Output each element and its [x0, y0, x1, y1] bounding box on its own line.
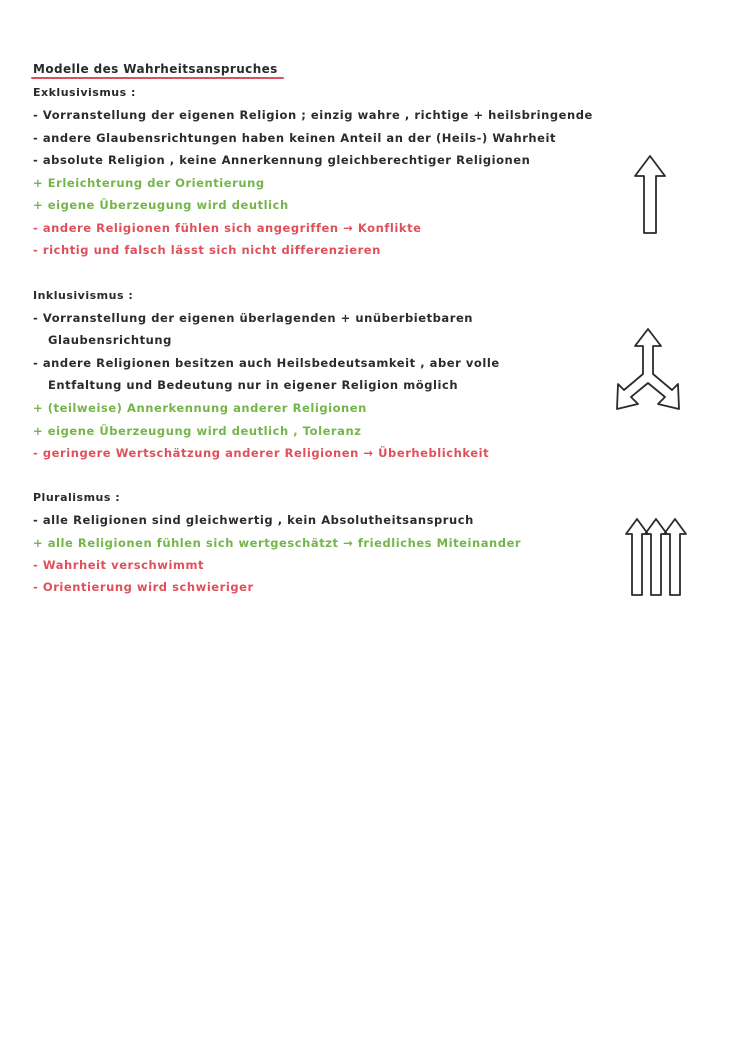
exklusivismus-contra: - andere Religionen fühlen sich angegriffen → Konflikte [33, 221, 422, 235]
pluralismus-contra: - Wahrheit verschwimmt [33, 558, 205, 572]
page-title: Modelle des Wahrheitsanspruches [33, 62, 278, 76]
single-arrow-up-icon [632, 154, 668, 236]
inklusivismus-line: - Vorranstellung der eigenen überlagenden + unüberbietbaren [33, 311, 474, 325]
inklusivismus-pro: + eigene Überzeugung wird deutlich , Toleranz [33, 424, 362, 438]
exklusivismus-line: - absolute Religion , keine Annerkennung gleichberechtiger Religionen [33, 153, 531, 167]
merging-arrow-up-icon [614, 326, 682, 412]
inklusivismus-line: - andere Religionen besitzen auch Heilsbedeutsamkeit , aber volle [33, 356, 500, 370]
inklusivismus-line: Glaubensrichtung [48, 333, 172, 347]
pluralismus-contra: - Orientierung wird schwieriger [33, 580, 254, 594]
section-heading-inklusivismus: Inklusivismus : [33, 289, 134, 302]
title-underline [31, 77, 284, 79]
exklusivismus-line: - andere Glaubensrichtungen haben keinen Anteil an der (Heils-) Wahrheit [33, 131, 557, 145]
inklusivismus-line: Entfaltung und Bedeutung nur in eigener Religion möglich [48, 378, 459, 392]
pluralismus-line: - alle Religionen sind gleichwertig , kein Absolutheitsanspruch [33, 513, 474, 527]
exklusivismus-pro: + Erleichterung der Orientierung [33, 176, 265, 190]
section-heading-exklusivismus: Exklusivismus : [33, 86, 136, 99]
exklusivismus-line: - Vorranstellung der eigenen Religion ; einzig wahre , richtige + heilsbringende [33, 108, 593, 122]
inklusivismus-contra: - geringere Wertschätzung anderer Religionen → Überheblichkeit [33, 446, 490, 460]
exklusivismus-contra: - richtig und falsch lässt sich nicht differenzieren [33, 243, 381, 257]
pluralismus-pro: + alle Religionen fühlen sich wertgeschätzt → friedliches Miteinander [33, 536, 522, 550]
triple-arrow-up-icon [624, 516, 688, 598]
section-heading-pluralismus: Pluralismus : [33, 491, 121, 504]
inklusivismus-pro: + (teilweise) Annerkennung anderer Religionen [33, 401, 367, 415]
exklusivismus-pro: + eigene Überzeugung wird deutlich [33, 198, 289, 212]
